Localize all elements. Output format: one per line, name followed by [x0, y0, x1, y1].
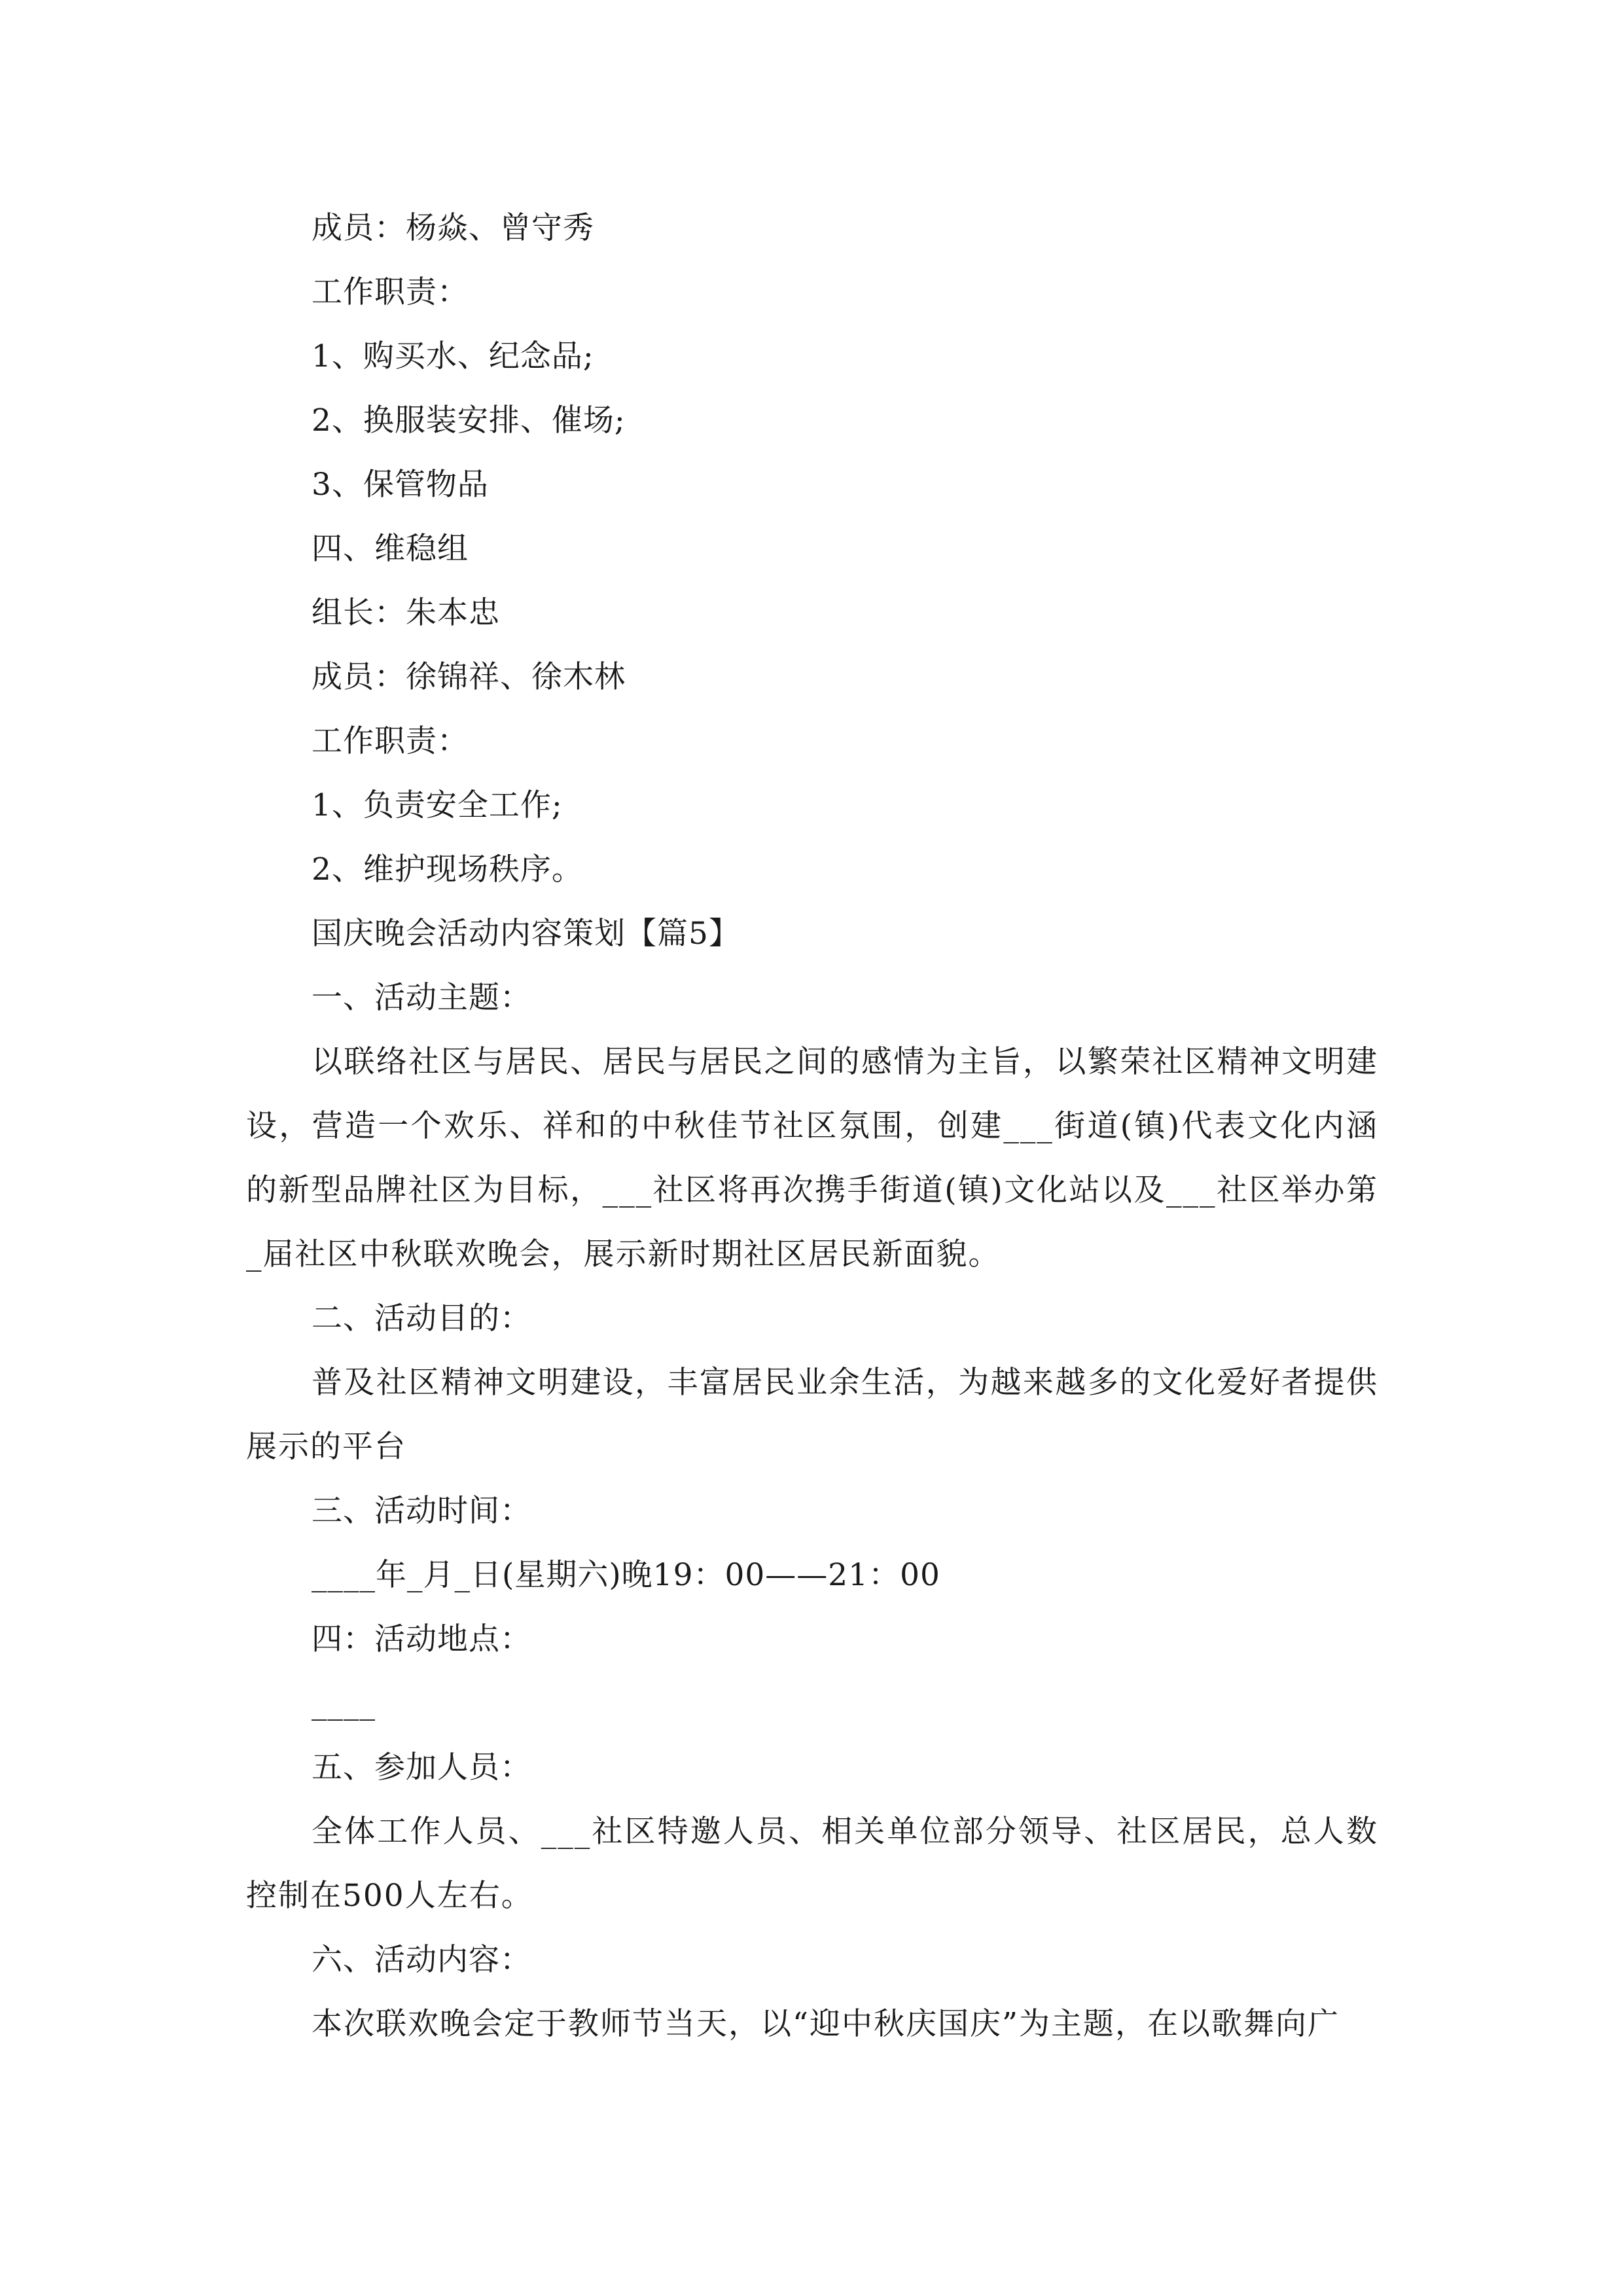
text-line: 工作职责：: [312, 723, 469, 759]
section-heading: 二、活动目的：: [312, 1300, 531, 1336]
section-heading: 三、活动时间：: [312, 1493, 531, 1529]
section-heading: 四、维稳组: [312, 531, 469, 567]
content-paragraph: 本次联欢晚会定于教师节当天，以“迎中秋庆国庆”为主题，在以歌舞向广: [312, 2006, 1340, 2042]
section-heading: 五、参加人员：: [312, 1749, 531, 1785]
theme-paragraph: 以联络社区与居民、居民与居民之间的感情为主旨，以繁荣社区精神文明建设，营造一个欢乐、祥和的中秋佳节社区氛围，创建___街道(镇)代表文化内涵的新型品牌社区为目标，___社区将再次携手街道(镇)文化站以及___社区举办第_届社区中秋联欢晚会，展示新时期社区居民新面貌。: [246, 1044, 1378, 1272]
section-heading: 四：活动地点：: [312, 1621, 531, 1657]
place-value: ____: [312, 1685, 376, 1721]
document-page: [246, 196, 1378, 2056]
text-line: 组长：朱本忠: [312, 595, 500, 631]
text-line: 成员：徐锦祥、徐木林: [312, 659, 626, 695]
time-value: ____年_月_日(星期六)晚19：00——21：00: [312, 1557, 940, 1593]
document-title: 国庆晚会活动内容策划【篇5】: [312, 916, 740, 952]
text-line: 工作职责：: [312, 274, 469, 310]
section-heading: 六、活动内容：: [312, 1942, 531, 1978]
people-paragraph: 全体工作人员、___社区特邀人员、相关单位部分领导、社区居民，总人数控制在500人左右。: [246, 1814, 1378, 1914]
text-line: 1、负责安全工作;: [312, 787, 563, 823]
text-line: 3、保管物品: [312, 467, 489, 503]
text-line: 成员：杨焱、曾守秀: [312, 210, 594, 246]
text-line: 2、换服装安排、催场;: [312, 403, 626, 439]
purpose-paragraph: 普及社区精神文明建设，丰富居民业余生活，为越来越多的文化爱好者提供展示的平台: [246, 1365, 1378, 1465]
text-line: 2、维护现场秩序。: [312, 852, 583, 888]
text-line: 1、购买水、纪念品;: [312, 338, 594, 374]
section-heading: 一、活动主题：: [312, 980, 531, 1016]
